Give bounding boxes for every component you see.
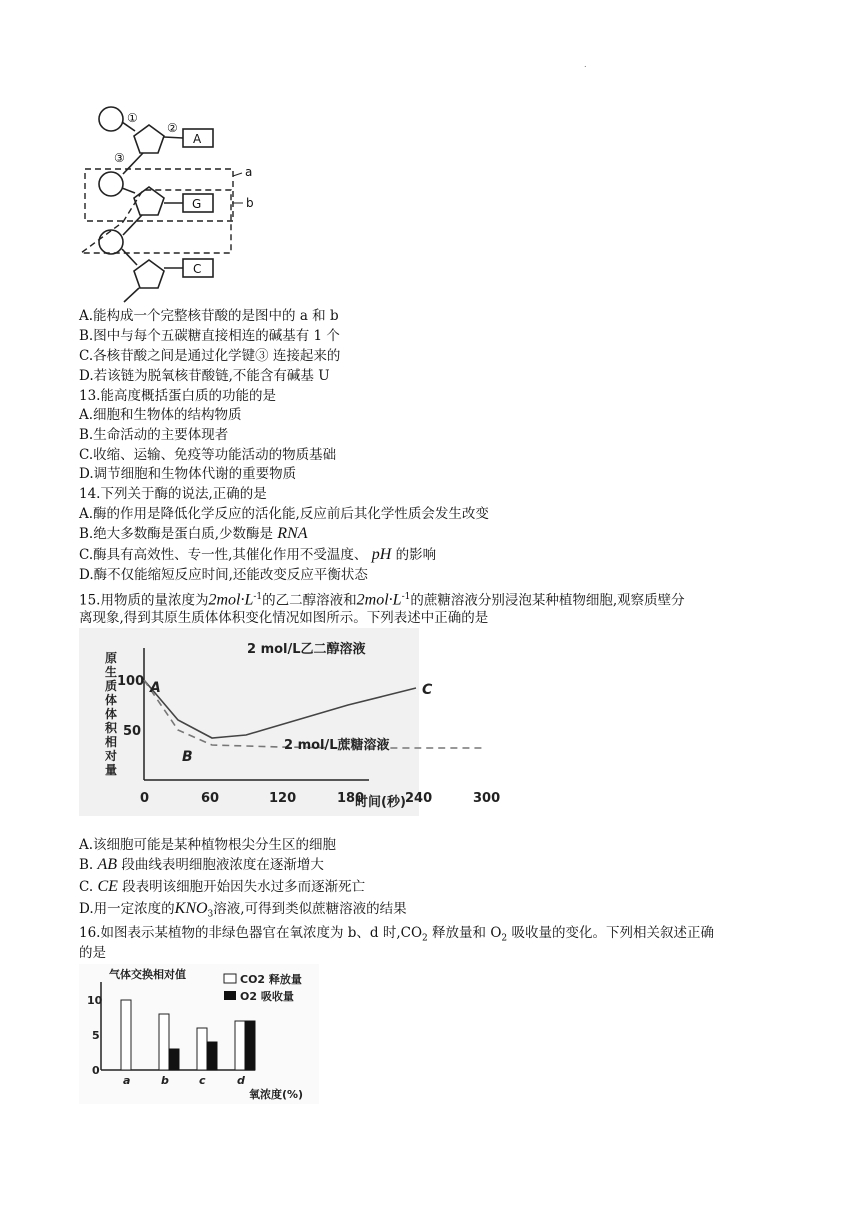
q15-stem-line1: 15.用物质的量浓度为$2mol\cdot L^{-1}$的乙二醇溶液和$2mol\cdot L^{-1}$的蔗糖溶液分别浸泡某种植物细胞,观察质壁分 — [79, 591, 685, 609]
protoplast-volume-chart — [79, 628, 501, 816]
legend-swatch-co2 — [224, 974, 236, 983]
q13-option-b: B.生命活动的主要体现者 — [79, 427, 229, 443]
q14-stem: 14.下列关于酶的说法,正确的是 — [79, 486, 267, 502]
y-axis-label: 原生质体体积相对量 — [105, 651, 118, 777]
q14-option-d: D.酶不仅能缩短反应时间,还能改变反应平衡状态 — [79, 567, 368, 583]
page-mark: . — [584, 60, 587, 69]
x-tick-label: 300 — [473, 791, 501, 806]
x-axis-label: 氧浓度(%) — [249, 1088, 304, 1101]
x-tick-label: 120 — [269, 791, 297, 806]
q14-option-c: C.酶具有高效性、专一性,其催化作用不受温度、 pH 的影响 — [79, 546, 437, 563]
q14-option-a: A.酶的作用是降低化学反应的活化能,反应前后其化学性质会发生改变 — [79, 506, 489, 522]
bar-o2-b — [169, 1049, 179, 1070]
x-axis-label: 时间(秒) — [355, 795, 406, 810]
point-label-B: B — [182, 749, 193, 765]
phosphate-1 — [99, 107, 123, 131]
point-label-C: C — [422, 682, 433, 698]
q14-option-b: B.绝大多数酶是蛋白质,少数酶是 RNA — [79, 525, 308, 542]
bar-co2-a — [121, 1000, 131, 1070]
x-tick-label: 60 — [201, 791, 220, 806]
label-1: ① — [127, 111, 138, 125]
base-c: C — [193, 262, 202, 276]
y-tick-label: 5 — [92, 1029, 100, 1042]
bar-o2-d — [245, 1021, 255, 1070]
phosphate-3 — [99, 230, 123, 254]
y-tick-label: 0 — [92, 1064, 100, 1077]
q15-option-a: A.该细胞可能是某种植物根尖分生区的细胞 — [79, 837, 337, 853]
y-tick-label: 100 — [117, 674, 145, 689]
legend-swatch-o2 — [224, 991, 236, 1000]
base-g: G — [192, 197, 202, 211]
sugar-3 — [134, 260, 164, 288]
legend-label-co2: CO2 释放量 — [240, 973, 302, 986]
y-tick-label: 50 — [123, 724, 142, 739]
sugar-2 — [134, 187, 164, 215]
q13-stem: 13.能高度概括蛋白质的功能的是 — [79, 388, 276, 404]
label-3: ③ — [114, 151, 125, 165]
q16-stem-line2: 的是 — [79, 945, 106, 961]
x-tick-label: 240 — [405, 791, 433, 806]
x-tick-label: 180 — [337, 791, 365, 806]
series-label-sucrose: 2 mol/L蔗糖溶液 — [284, 738, 390, 753]
gas-exchange-bar-chart — [79, 964, 319, 1104]
q15-option-d: D.用一定浓度的$KNO_3$溶液,可得到类似蔗糖溶液的结果 — [79, 900, 407, 920]
q12-option-d: D.若该链为脱氧核苷酸链,不能含有碱基 U — [79, 368, 330, 384]
q12-option-c: C.各核苷酸之间是通过化学键③ 连接起来的 — [79, 348, 341, 364]
bar-co2-b — [159, 1014, 169, 1070]
series-label-ethylene-glycol: 2 mol/L乙二醇溶液 — [247, 642, 366, 657]
point-label-A: A — [150, 680, 161, 696]
q12-option-b: B.图中与每个五碳糖直接相连的碱基有 1 个 — [79, 328, 340, 344]
q13-option-a: A.细胞和生物体的结构物质 — [79, 407, 242, 423]
x-tick-label: d — [237, 1074, 245, 1087]
x-tick-label: 0 — [140, 791, 150, 806]
phosphate-2 — [99, 172, 123, 196]
q13-option-c: C.收缩、运输、免疫等功能活动的物质基础 — [79, 447, 337, 463]
nucleotide-chain-diagram — [79, 100, 279, 310]
q15-option-b: B. AB 段曲线表明细胞液浓度在逐渐增大 — [79, 856, 324, 873]
sugar-1 — [134, 125, 164, 153]
x-tick-label: b — [161, 1074, 169, 1087]
bar-co2-c — [197, 1028, 207, 1070]
bar-o2-c — [207, 1042, 217, 1070]
y-tick-label: 10 — [87, 994, 103, 1007]
q16-stem-line1: 16.如图表示某植物的非绿色器官在氧浓度为 b、d 时$,CO_2$ 释放量和 $O_2$ 吸收量的变化。下列相关叙述正确 — [79, 925, 714, 944]
bar-co2-d — [235, 1021, 245, 1070]
q12-option-a: A.能构成一个完整核苷酸的是图中的 a 和 b — [79, 308, 339, 324]
x-tick-label: a — [123, 1074, 131, 1087]
label-2: ② — [167, 121, 178, 135]
side-label-a: a — [245, 165, 253, 179]
legend-label-o2: O2 吸收量 — [240, 990, 294, 1003]
side-label-b: b — [246, 196, 254, 210]
base-a: A — [193, 132, 202, 146]
x-tick-label: c — [199, 1074, 206, 1087]
y-axis-label: 气体交换相对值 — [109, 968, 186, 981]
q13-option-d: D.调节细胞和生物体代谢的重要物质 — [79, 466, 297, 482]
q15-stem-line2: 离现象,得到其原生质体体积变化情况如图所示。下列表述中正确的是 — [79, 610, 489, 626]
q15-option-c: C. CE 段表明该细胞开始因失水过多而逐渐死亡 — [79, 878, 366, 895]
